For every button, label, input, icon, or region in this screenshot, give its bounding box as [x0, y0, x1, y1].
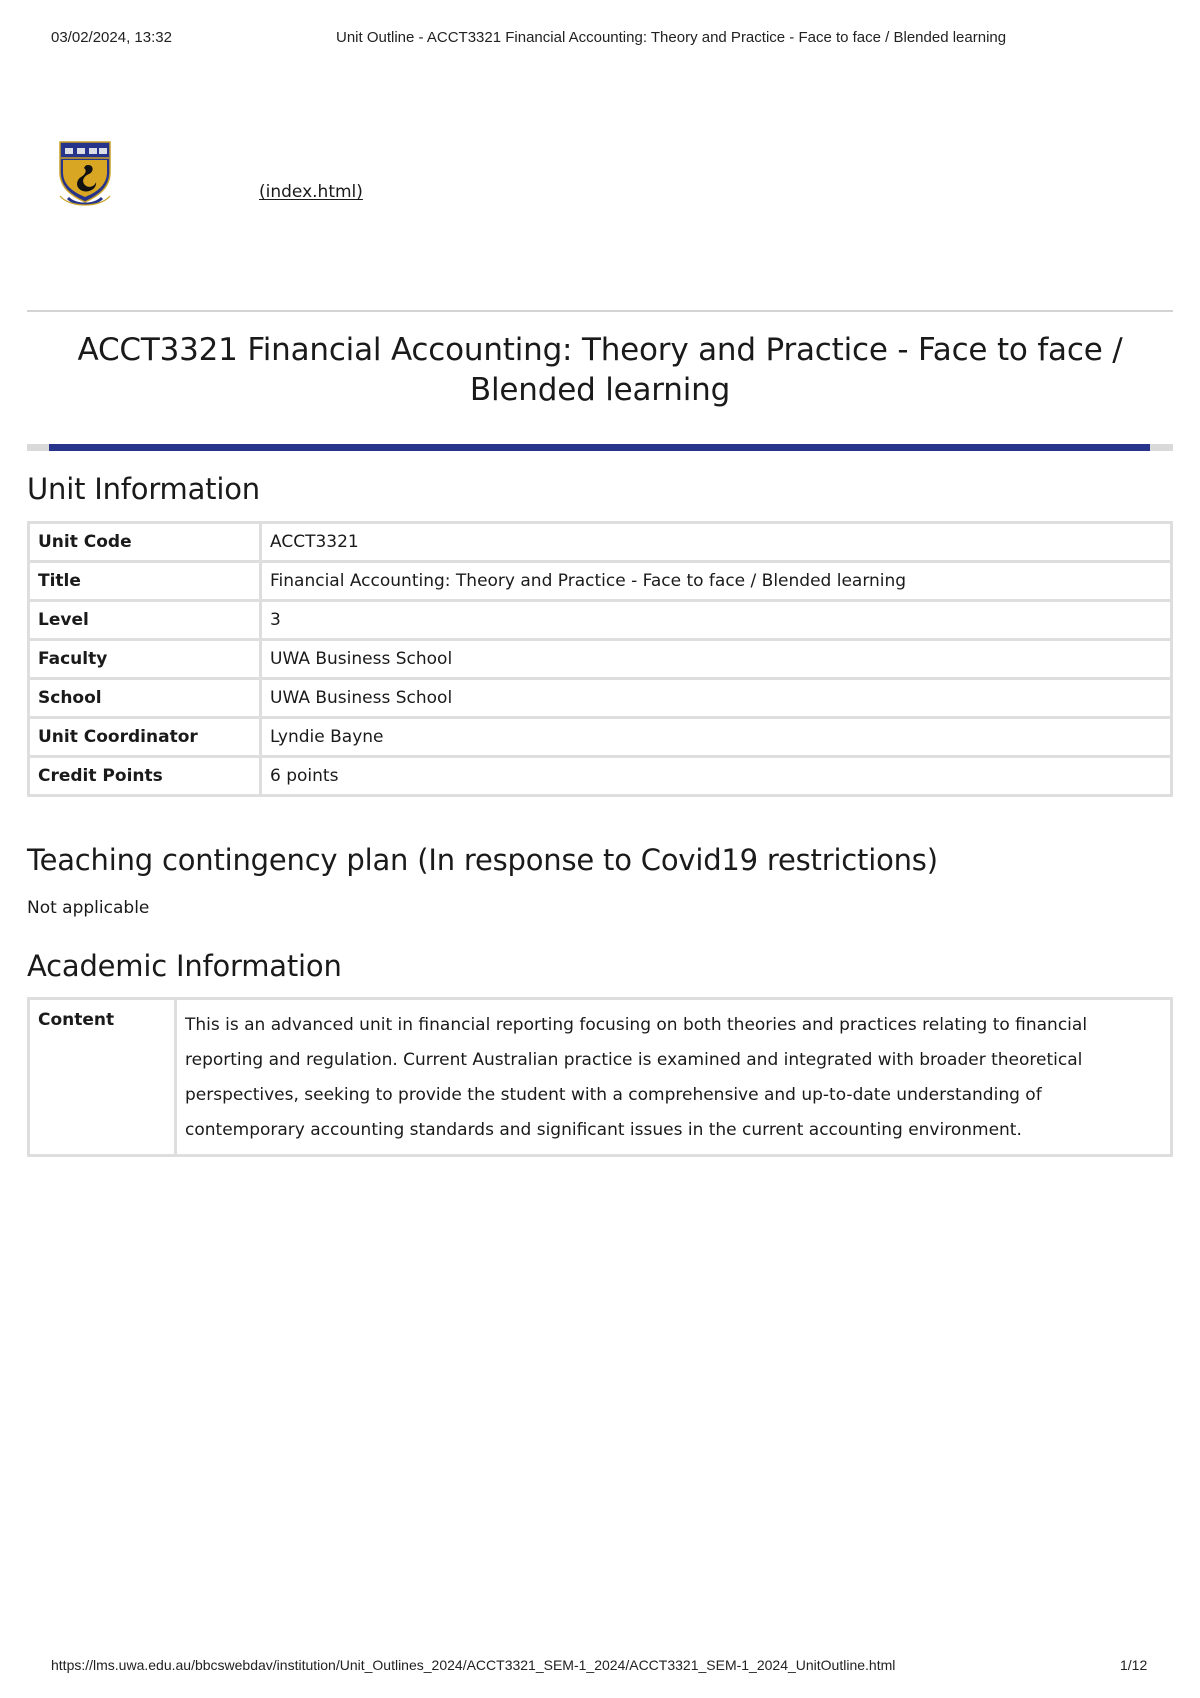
print-datetime: 03/02/2024, 13:32 [51, 29, 172, 46]
row-value: ACCT3321 [261, 523, 1172, 562]
academic-information-table [27, 997, 1173, 1157]
contingency-heading: Teaching contingency plan (In response to Covid19 restrictions) [27, 843, 938, 877]
uwa-crest-logo[interactable] [54, 138, 116, 208]
title-underline-accent [49, 444, 1150, 451]
table-row [29, 679, 1172, 718]
row-value: UWA Business School [261, 679, 1172, 718]
table-row [29, 640, 1172, 679]
row-label: Unit Coordinator [29, 718, 261, 757]
table-row [29, 718, 1172, 757]
unit-information-table [27, 521, 1173, 797]
row-value: Lyndie Bayne [261, 718, 1172, 757]
row-label: Unit Code [29, 523, 261, 562]
row-label: Level [29, 601, 261, 640]
content-label: Content [29, 999, 176, 1156]
row-label: Title [29, 562, 261, 601]
table-row [29, 999, 1172, 1156]
row-label: School [29, 679, 261, 718]
table-row [29, 601, 1172, 640]
print-doc-title: Unit Outline - ACCT3321 Financial Accounting: Theory and Practice - Face to face / Blended learning [336, 29, 1007, 46]
table-row [29, 562, 1172, 601]
content-text: This is an advanced unit in financial reporting focusing on both theories and practices relating to financial reporting and regulation. Current Australian practice is examined and integrated with broader theoretical perspectives, seeking to provide the student with a comprehensive and up-to-date understanding of contemporary accounting standards and significant issues in the current accounting environment. [176, 999, 1172, 1156]
unit-information-heading: Unit Information [27, 472, 260, 506]
row-label: Faculty [29, 640, 261, 679]
row-value: 3 [261, 601, 1172, 640]
print-header [0, 29, 1200, 49]
row-label: Credit Points [29, 757, 261, 796]
header-divider [27, 310, 1173, 312]
crest-icon [54, 138, 116, 208]
row-value: UWA Business School [261, 640, 1172, 679]
page-title: ACCT3321 Financial Accounting: Theory and Practice - Face to face / Blended learning [77, 332, 1123, 408]
row-value: Financial Accounting: Theory and Practice - Face to face / Blended learning [261, 562, 1172, 601]
home-link[interactable]: (index.html) [259, 182, 363, 202]
page-number: 1/12 [1120, 1657, 1148, 1673]
academic-information-heading: Academic Information [27, 949, 342, 983]
contingency-text: Not applicable [27, 898, 150, 918]
print-url: https://lms.uwa.edu.au/bbcswebdav/institution/Unit_Outlines_2024/ACCT3321_SEM-1_2024/ACCT3321_SEM-1_2024_UnitOutline.html [51, 1657, 896, 1673]
print-footer [0, 1657, 1200, 1677]
table-row [29, 757, 1172, 796]
row-value: 6 points [261, 757, 1172, 796]
table-row [29, 523, 1172, 562]
